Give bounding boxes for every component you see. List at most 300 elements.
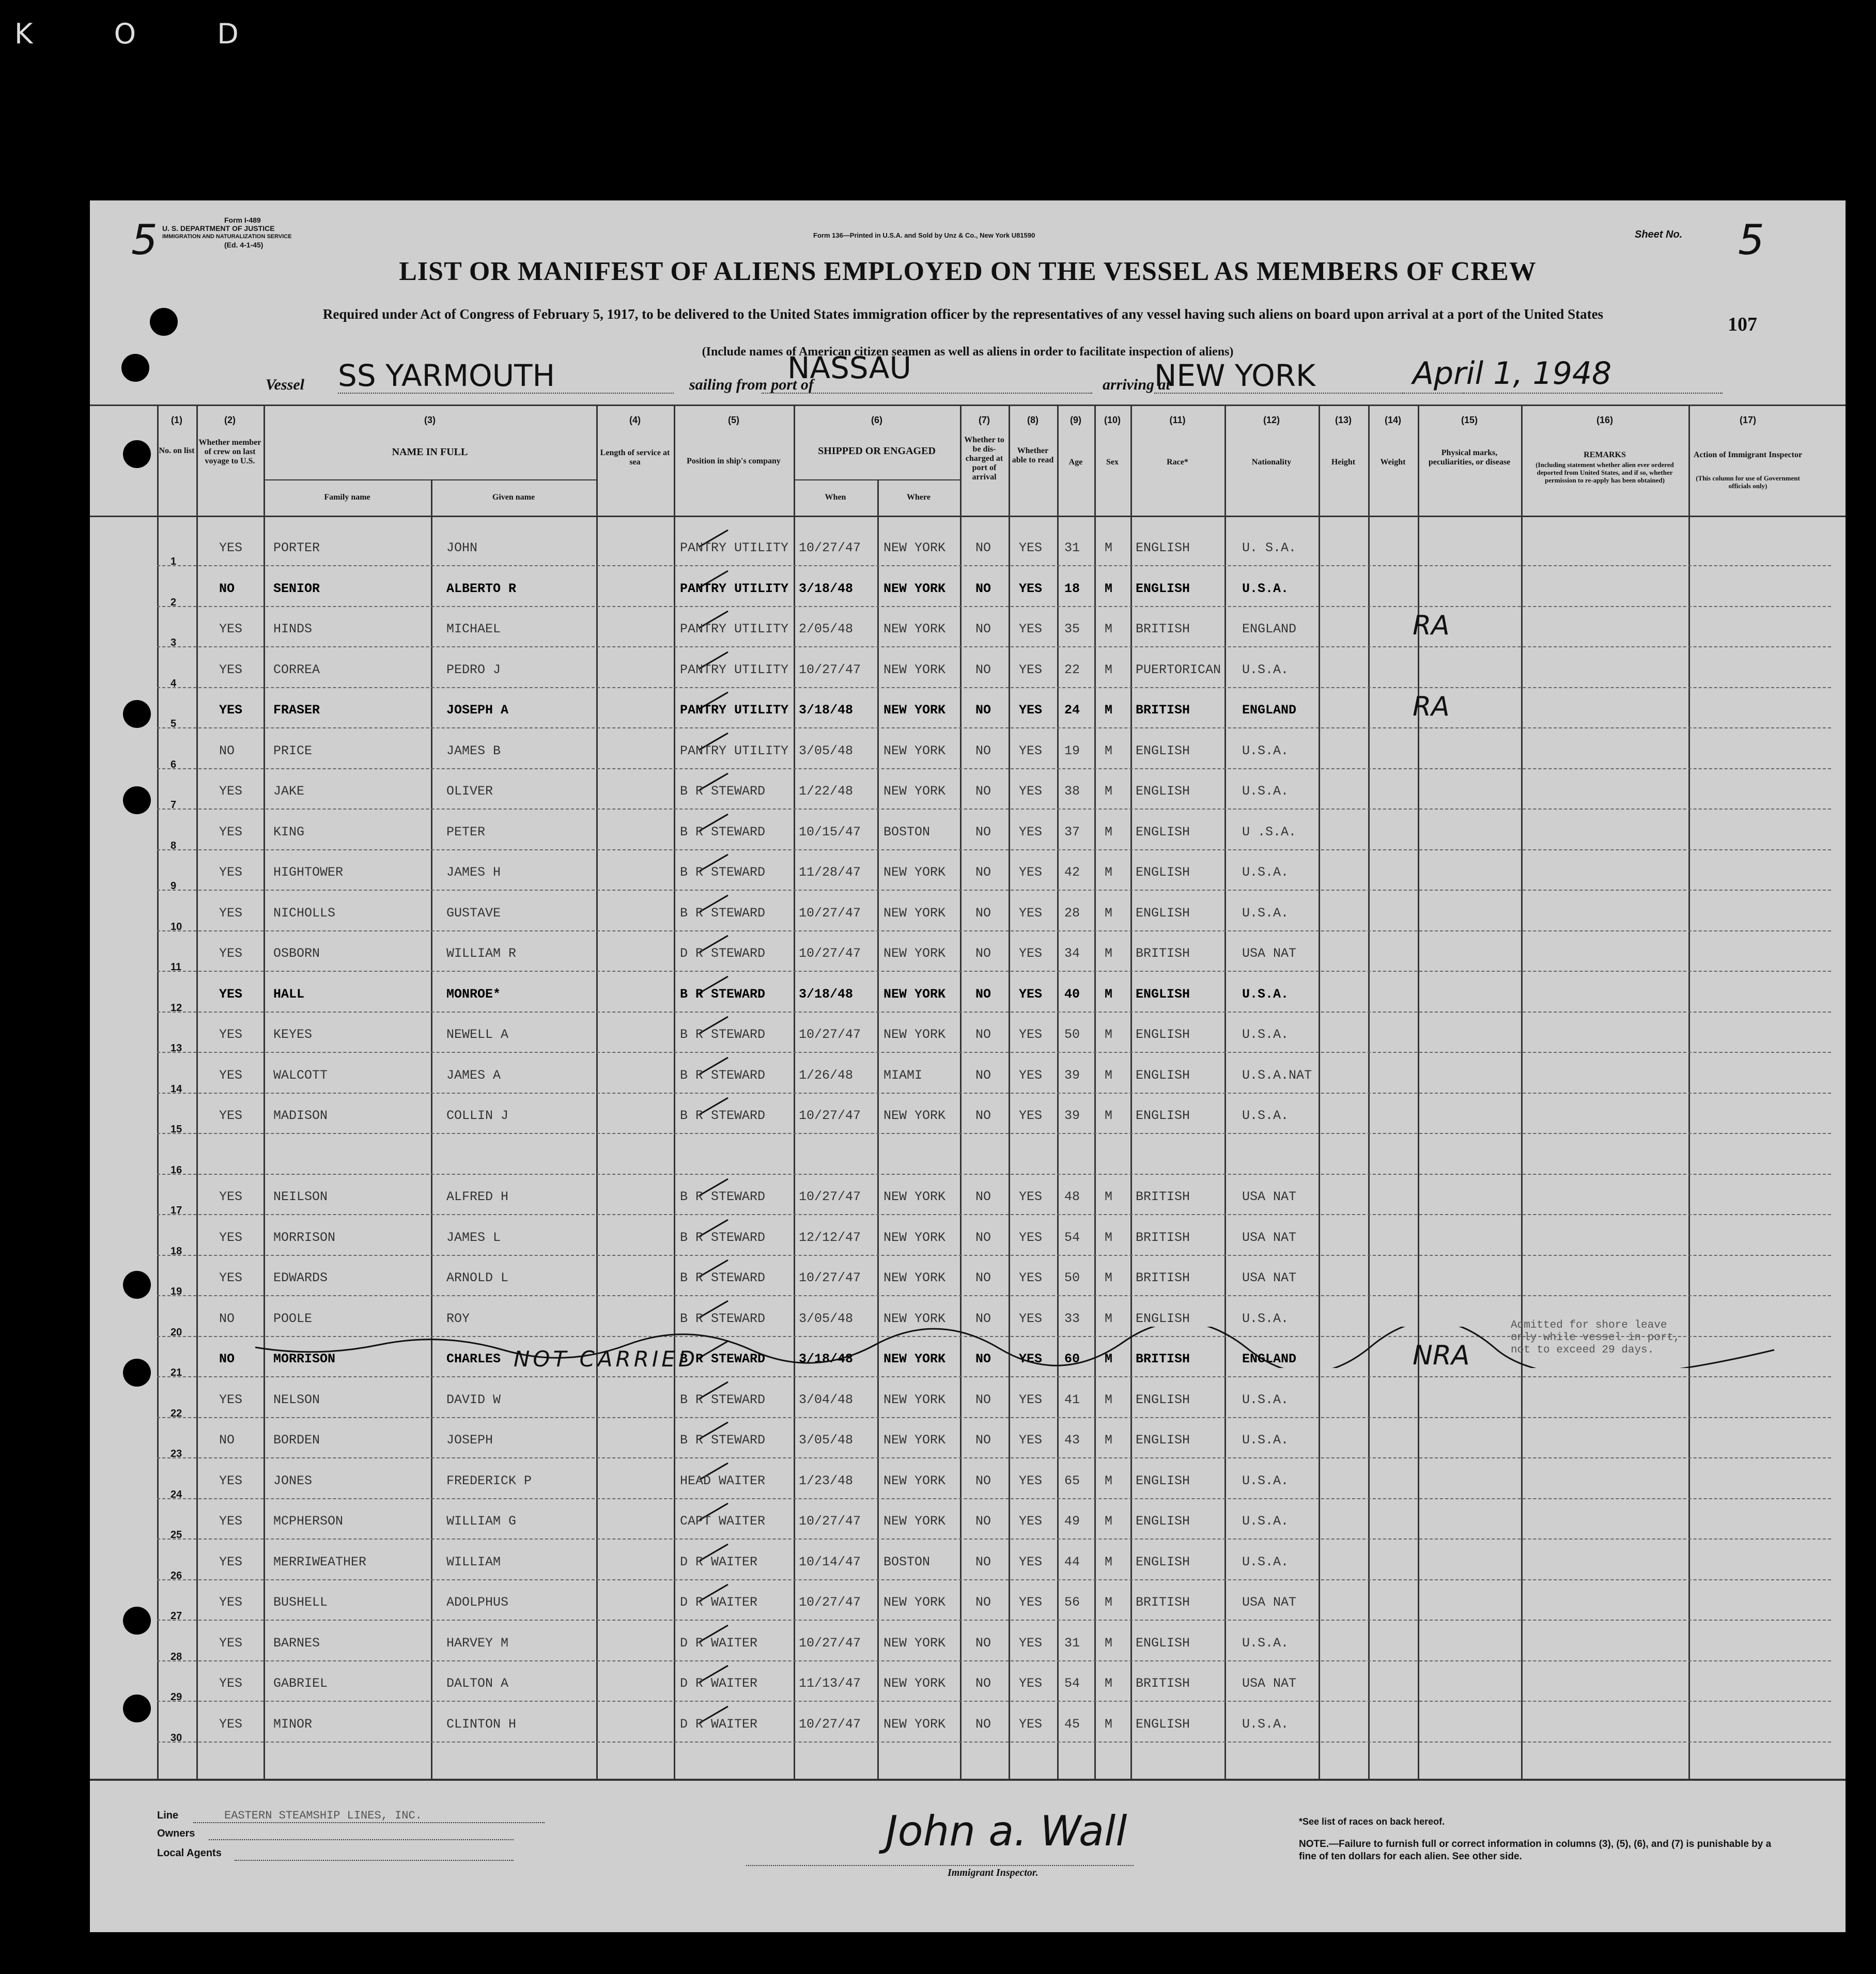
cell-race: ENGLISH xyxy=(1136,1027,1190,1042)
cell-crew: YES xyxy=(219,865,243,880)
inspector-label: Immigrant Inspector. xyxy=(948,1867,1038,1878)
cell-dis: NO xyxy=(975,1595,991,1610)
row-number: 25 xyxy=(170,1529,182,1541)
cell-family: HIGHTOWER xyxy=(273,865,344,880)
col-divider xyxy=(1319,405,1320,1779)
cell-read: YES xyxy=(1019,1230,1043,1245)
printer-line: Form 136—Printed in U.S.A. and Sold by Unz & Co., New York U81590 xyxy=(813,231,1035,239)
cell-when: 3/18/48 xyxy=(799,986,854,1002)
cell-given: JAMES L xyxy=(446,1230,501,1245)
cell-given: HARVEY M xyxy=(446,1635,509,1651)
edition: (Ed. 4-1-45) xyxy=(224,241,263,249)
cell-where: BOSTON xyxy=(883,1554,931,1569)
row-number: 10 xyxy=(170,921,182,932)
cell-race: ENGLISH xyxy=(1136,986,1190,1002)
cell-race: ENGLISH xyxy=(1136,1473,1190,1488)
cell-where: NEW YORK xyxy=(883,743,946,758)
col-divider xyxy=(674,405,675,1779)
row-rule xyxy=(157,768,1831,769)
cell-family: HINDS xyxy=(273,621,313,636)
cell-pos: B R STEWARD xyxy=(680,1270,766,1285)
required-statement: Required under Act of Congress of February 5, 1917, to be delivered to the United States immigration officer by the representatives of any vessel having such aliens on board upon arrival at a port of the United States xyxy=(322,306,1604,322)
col-head: Length of service at sea xyxy=(600,448,670,467)
cell-read: YES xyxy=(1019,1676,1043,1691)
cell-family: MORRISON xyxy=(273,1230,336,1245)
cell-race: ENGLISH xyxy=(1136,824,1190,840)
row-rule xyxy=(157,890,1831,891)
cell-given: JAMES A xyxy=(446,1067,501,1083)
cell-read: YES xyxy=(1019,1635,1043,1651)
cell-nat: U.S.A. xyxy=(1242,1716,1289,1732)
cell-dis: NO xyxy=(975,743,991,758)
col-divider xyxy=(1688,405,1690,1779)
row-number: 15 xyxy=(170,1124,182,1135)
cell-where: NEW YORK xyxy=(883,986,946,1002)
vessel-underline xyxy=(338,393,674,394)
cell-when: 10/27/47 xyxy=(799,1027,861,1042)
row-number: 14 xyxy=(170,1083,182,1095)
cell-where: NEW YORK xyxy=(883,1595,946,1610)
col-num: (16) xyxy=(1596,415,1613,425)
cell-nat: U .S.A. xyxy=(1242,824,1297,840)
cell-given: GUSTAVE xyxy=(446,905,501,921)
cell-crew: YES xyxy=(219,703,243,718)
row-rule xyxy=(157,1457,1831,1458)
cell-pos: D R WAITER xyxy=(680,1676,758,1691)
col-head: No. on list xyxy=(159,446,195,455)
cell-crew: YES xyxy=(219,784,243,799)
cell-sex: M xyxy=(1105,703,1113,718)
cell-sex: M xyxy=(1105,1392,1113,1407)
cell-dis: NO xyxy=(975,1351,991,1366)
col-num: (15) xyxy=(1461,415,1478,425)
cell-sex: M xyxy=(1105,986,1113,1002)
cell-age: 31 xyxy=(1064,1635,1080,1651)
col-divider xyxy=(794,405,795,1779)
cell-nat: U. S.A. xyxy=(1242,540,1297,555)
cell-race: ENGLISH xyxy=(1136,1311,1190,1326)
cell-where: MIAMI xyxy=(883,1067,923,1083)
cell-nat: U.S.A. xyxy=(1242,1108,1289,1123)
cell-crew: YES xyxy=(219,1067,243,1083)
col-num: (12) xyxy=(1263,415,1280,425)
row-number: 6 xyxy=(170,758,177,770)
cell-read: YES xyxy=(1019,824,1043,840)
cell-dis: NO xyxy=(975,905,991,921)
col-divider xyxy=(1057,405,1059,1779)
cell-dis: NO xyxy=(975,621,991,636)
row-number: 16 xyxy=(170,1164,182,1176)
cell-where: NEW YORK xyxy=(883,581,946,596)
cell-dis: NO xyxy=(975,1189,991,1204)
cell-where: NEW YORK xyxy=(883,946,946,961)
cell-read: YES xyxy=(1019,1351,1043,1366)
cell-nat: U.S.A. xyxy=(1242,865,1289,880)
cell-pos: B R STEWARD xyxy=(680,1067,766,1083)
vessel-name: SS YARMOUTH xyxy=(338,358,555,393)
cell-pos: D R WAITER xyxy=(680,1716,758,1732)
cell-when: 10/27/47 xyxy=(799,905,861,921)
row-number: 17 xyxy=(170,1205,182,1216)
cell-age: 39 xyxy=(1064,1108,1080,1123)
when-subhead: When xyxy=(825,493,846,502)
cell-crew: NO xyxy=(219,1351,235,1366)
cell-given: PEDRO J xyxy=(446,662,501,677)
cell-given: ADOLPHUS xyxy=(446,1595,509,1610)
row-number: 8 xyxy=(170,840,177,851)
cell-family: KEYES xyxy=(273,1027,313,1042)
cell-where: NEW YORK xyxy=(883,1311,946,1326)
col-divider xyxy=(196,405,198,1779)
cell-race: ENGLISH xyxy=(1136,905,1190,921)
cell-given: JOHN xyxy=(446,540,478,555)
cell-where: NEW YORK xyxy=(883,540,946,555)
cell-age: 41 xyxy=(1064,1392,1080,1407)
cell-dis: NO xyxy=(975,1554,991,1569)
cell-where: NEW YORK xyxy=(883,1270,946,1285)
cell-nat: USA NAT xyxy=(1242,1230,1297,1245)
cell-when: 10/27/47 xyxy=(799,946,861,961)
cell-nat: U.S.A. xyxy=(1242,1027,1289,1042)
cell-crew: YES xyxy=(219,1514,243,1529)
cell-family: MADISON xyxy=(273,1108,328,1123)
cell-sex: M xyxy=(1105,1027,1113,1042)
row-rule xyxy=(157,606,1831,607)
cell-family: JONES xyxy=(273,1473,313,1488)
cell-when: 11/28/47 xyxy=(799,865,861,880)
cell-given: ROY xyxy=(446,1311,470,1326)
corner-marks: K O D xyxy=(14,18,275,50)
cell-family: CORREA xyxy=(273,662,320,677)
row-rule xyxy=(157,971,1831,972)
punch-hole xyxy=(123,1271,151,1299)
inspector-signature: John a. Wall xyxy=(886,1807,1127,1855)
col-head: Nationality xyxy=(1251,458,1292,467)
cell-sex: M xyxy=(1105,1554,1113,1569)
remark-row-21: Admitted for shore leave only while vessel in port, not to exceed 29 days. xyxy=(1511,1319,1680,1356)
cell-dis: NO xyxy=(975,1716,991,1732)
cell-nat: U.S.A. xyxy=(1242,1311,1289,1326)
header-bottom xyxy=(90,516,1846,517)
port-underline xyxy=(762,393,1092,394)
cell-age: 35 xyxy=(1064,621,1080,636)
fine-note: NOTE.—Failure to furnish full or correct information in columns (3), (5), (6), and (7) is punishable by a fine of ten dollars for each alien. See other side. xyxy=(1299,1839,1772,1862)
col-num: (14) xyxy=(1384,415,1401,425)
row-number: 30 xyxy=(170,1732,182,1744)
cell-race: ENGLISH xyxy=(1136,784,1190,799)
table-bottom xyxy=(90,1779,1846,1781)
cell-pos: B R STEWARD xyxy=(680,1311,766,1326)
row-rule xyxy=(157,1214,1831,1215)
inspector-mark: NRA xyxy=(1413,1340,1470,1371)
cell-family: SENIOR xyxy=(273,581,320,596)
cell-family: EDWARDS xyxy=(273,1270,328,1285)
cell-read: YES xyxy=(1019,865,1043,880)
punch-hole xyxy=(123,1695,151,1722)
cell-age: 65 xyxy=(1064,1473,1080,1488)
cell-age: 24 xyxy=(1064,703,1080,718)
cell-sex: M xyxy=(1105,1676,1113,1691)
cell-sex: M xyxy=(1105,1230,1113,1245)
cell-nat: U.S.A. xyxy=(1242,1514,1289,1529)
vessel-label: Vessel xyxy=(266,376,304,393)
col-divider xyxy=(596,405,598,1779)
cell-sex: M xyxy=(1105,743,1113,758)
row-number: 7 xyxy=(170,799,177,811)
cell-sex: M xyxy=(1105,1311,1113,1326)
cell-pos: HEAD WAITER xyxy=(680,1473,766,1488)
cell-race: BRITISH xyxy=(1136,1595,1190,1610)
col-num: (2) xyxy=(224,415,236,425)
cell-given: PETER xyxy=(446,824,486,840)
cell-where: NEW YORK xyxy=(883,1676,946,1691)
cell-pos: PANTRY UTILITY xyxy=(680,662,789,677)
row-rule xyxy=(157,1052,1831,1053)
col-num: (4) xyxy=(629,415,641,425)
cell-given: CHARLES xyxy=(446,1351,501,1366)
family-subhead: Family name xyxy=(324,493,370,502)
cell-read: YES xyxy=(1019,621,1043,636)
row-number: 2 xyxy=(170,596,177,608)
col-num: (6) xyxy=(871,415,882,425)
row-rule xyxy=(157,1093,1831,1094)
cell-dis: NO xyxy=(975,1270,991,1285)
cell-pos: PANTRY UTILITY xyxy=(680,621,789,636)
row-number: 9 xyxy=(170,880,177,892)
cell-family: HALL xyxy=(273,986,305,1002)
cell-age: 40 xyxy=(1064,986,1080,1002)
col-num: (11) xyxy=(1169,415,1186,425)
col-num: (17) xyxy=(1739,415,1756,425)
cell-crew: YES xyxy=(219,662,243,677)
col-head: Action of Immigrant Inspector xyxy=(1693,450,1803,459)
row-number: 3 xyxy=(170,637,177,648)
row-number: 11 xyxy=(170,961,182,973)
cell-pos: B R STEWARD xyxy=(680,865,766,880)
cell-age: 37 xyxy=(1064,824,1080,840)
col-divider xyxy=(1521,405,1523,1779)
cell-pos: B R STEWARD xyxy=(680,1351,766,1366)
cell-where: NEW YORK xyxy=(883,1635,946,1651)
cell-age: 44 xyxy=(1064,1554,1080,1569)
cell-given: OLIVER xyxy=(446,784,493,799)
cell-pos: D R WAITER xyxy=(680,1635,758,1651)
cell-family: KING xyxy=(273,824,305,840)
cell-nat: USA NAT xyxy=(1242,1595,1297,1610)
inspector-note: (This column for use of Government officials only) xyxy=(1696,474,1800,490)
cell-when: 3/18/48 xyxy=(799,703,854,718)
cell-where: NEW YORK xyxy=(883,703,946,718)
row-rule xyxy=(157,687,1831,688)
col-divider xyxy=(960,405,962,1779)
cell-age: 54 xyxy=(1064,1230,1080,1245)
cell-read: YES xyxy=(1019,1108,1043,1123)
cell-where: NEW YORK xyxy=(883,865,946,880)
cell-race: ENGLISH xyxy=(1136,1108,1190,1123)
col-divider xyxy=(157,405,159,1779)
cell-when: 1/23/48 xyxy=(799,1473,854,1488)
form-info xyxy=(162,216,369,249)
cell-pos: B R STEWARD xyxy=(680,1108,766,1123)
cell-race: BRITISH xyxy=(1136,1270,1190,1285)
cell-read: YES xyxy=(1019,784,1043,799)
cell-race: ENGLISH xyxy=(1136,743,1190,758)
cell-when: 11/13/47 xyxy=(799,1676,861,1691)
cell-family: WALCOTT xyxy=(273,1067,328,1083)
cell-family: MCPHERSON xyxy=(273,1514,344,1529)
row-number: 13 xyxy=(170,1043,182,1054)
cell-nat: U.S.A.NAT xyxy=(1242,1067,1312,1083)
cell-where: NEW YORK xyxy=(883,1189,946,1204)
cell-given: ALBERTO R xyxy=(446,581,517,596)
row-number: 5 xyxy=(170,718,177,729)
cell-read: YES xyxy=(1019,1716,1043,1732)
cell-sex: M xyxy=(1105,662,1113,677)
cell-family: JAKE xyxy=(273,784,305,799)
cell-pos: B R STEWARD xyxy=(680,824,766,840)
cell-race: BRITISH xyxy=(1136,703,1190,718)
row-rule xyxy=(157,727,1831,728)
sailing-port: NASSAU xyxy=(787,350,911,385)
cell-nat: U.S.A. xyxy=(1242,662,1289,677)
corner-number: 5 xyxy=(131,216,158,264)
cell-when: 3/18/48 xyxy=(799,1351,854,1366)
cell-sex: M xyxy=(1105,1270,1113,1285)
cell-read: YES xyxy=(1019,703,1043,718)
row-rule xyxy=(157,1174,1831,1175)
cell-nat: U.S.A. xyxy=(1242,581,1289,596)
cell-when: 3/05/48 xyxy=(799,1433,854,1448)
cell-crew: YES xyxy=(219,1635,243,1651)
cell-race: ENGLISH xyxy=(1136,865,1190,880)
cell-family: BORDEN xyxy=(273,1433,320,1448)
inspector-mark: RA xyxy=(1413,691,1450,722)
cell-where: NEW YORK xyxy=(883,1027,946,1042)
agents-label: Local Agents xyxy=(157,1847,222,1859)
cell-sex: M xyxy=(1105,1473,1113,1488)
cell-nat: U.S.A. xyxy=(1242,1473,1289,1488)
cell-sex: M xyxy=(1105,784,1113,799)
arrival-date: April 1, 1948 xyxy=(1413,355,1612,392)
row-number: 27 xyxy=(170,1610,182,1622)
cell-where: NEW YORK xyxy=(883,1351,946,1366)
row-rule xyxy=(157,1498,1831,1499)
cell-sex: M xyxy=(1105,1716,1113,1732)
cell-family: OSBORN xyxy=(273,946,320,961)
cell-read: YES xyxy=(1019,1067,1043,1083)
cell-nat: U.S.A. xyxy=(1242,1433,1289,1448)
col-head: Race* xyxy=(1167,458,1188,467)
cell-race: ENGLISH xyxy=(1136,581,1190,596)
cell-race: BRITISH xyxy=(1136,1351,1190,1366)
cell-nat: USA NAT xyxy=(1242,1270,1297,1285)
cell-given: CLINTON H xyxy=(446,1716,517,1732)
cell-nat: U.S.A. xyxy=(1242,743,1289,758)
cell-sex: M xyxy=(1105,1595,1113,1610)
cell-given: ALFRED H xyxy=(446,1189,509,1204)
cell-race: ENGLISH xyxy=(1136,1392,1190,1407)
row-rule xyxy=(157,565,1831,566)
row-rule xyxy=(157,1620,1831,1621)
cell-dis: NO xyxy=(975,824,991,840)
cell-nat: USA NAT xyxy=(1242,1189,1297,1204)
cell-pos: B R STEWARD xyxy=(680,986,766,1002)
cell-read: YES xyxy=(1019,986,1043,1002)
cell-age: 48 xyxy=(1064,1189,1080,1204)
form-id: Form I-489 xyxy=(224,216,261,224)
cell-pos: B R STEWARD xyxy=(680,905,766,921)
cell-family: FRASER xyxy=(273,703,320,718)
cell-crew: NO xyxy=(219,581,235,596)
sheet-label: Sheet No. xyxy=(1635,229,1683,240)
cell-pos: PANTRY UTILITY xyxy=(680,743,789,758)
cell-given: WILLIAM G xyxy=(446,1514,517,1529)
cell-dis: NO xyxy=(975,1635,991,1651)
cell-when: 10/27/47 xyxy=(799,1189,861,1204)
punch-hole xyxy=(123,700,151,728)
cell-age: 28 xyxy=(1064,905,1080,921)
cell-crew: YES xyxy=(219,905,243,921)
owners-underline xyxy=(209,1839,514,1840)
cell-dis: NO xyxy=(975,703,991,718)
cell-dis: NO xyxy=(975,662,991,677)
cell-age: 19 xyxy=(1064,743,1080,758)
col-head: Age xyxy=(1068,458,1083,467)
col-divider xyxy=(1368,405,1370,1779)
cell-dis: NO xyxy=(975,1473,991,1488)
sailing-label: sailing from port of xyxy=(689,376,814,393)
cell-family: POOLE xyxy=(273,1311,313,1326)
department: U. S. DEPARTMENT OF JUSTICE xyxy=(162,224,275,232)
cell-family: MERRIWEATHER xyxy=(273,1554,367,1569)
cell-dis: NO xyxy=(975,1433,991,1448)
cell-read: YES xyxy=(1019,1311,1043,1326)
cell-read: YES xyxy=(1019,946,1043,961)
cell-pos: B R STEWARD xyxy=(680,1392,766,1407)
cell-pos: B R STEWARD xyxy=(680,1230,766,1245)
cell-read: YES xyxy=(1019,662,1043,677)
cell-sex: M xyxy=(1105,865,1113,880)
row-number: 26 xyxy=(170,1569,182,1581)
cell-where: NEW YORK xyxy=(883,1473,946,1488)
cell-age: 50 xyxy=(1064,1270,1080,1285)
cell-race: ENGLISH xyxy=(1136,1635,1190,1651)
cell-age: 50 xyxy=(1064,1027,1080,1042)
col-head: Position in ship's company xyxy=(687,457,781,465)
cell-where: NEW YORK xyxy=(883,784,946,799)
punch-hole xyxy=(150,308,178,336)
cell-crew: YES xyxy=(219,621,243,636)
cell-age: 56 xyxy=(1064,1595,1080,1610)
col-head: Sex xyxy=(1106,458,1119,467)
col-divider xyxy=(1094,405,1096,1779)
cell-family: MINOR xyxy=(273,1716,313,1732)
row-rule xyxy=(157,930,1831,931)
col-num: (7) xyxy=(979,415,990,425)
col-num: (10) xyxy=(1104,415,1121,425)
cell-pos: PANTRY UTILITY xyxy=(680,540,789,555)
cell-sex: M xyxy=(1105,621,1113,636)
cell-given: WILLIAM R xyxy=(446,946,517,961)
cell-when: 10/15/47 xyxy=(799,824,861,840)
row-rule xyxy=(157,1701,1831,1702)
cell-age: 39 xyxy=(1064,1067,1080,1083)
cell-family: PRICE xyxy=(273,743,313,758)
cell-nat: U.S.A. xyxy=(1242,986,1289,1002)
col-num: (8) xyxy=(1027,415,1038,425)
cell-sex: M xyxy=(1105,1351,1113,1366)
cell-read: YES xyxy=(1019,1392,1043,1407)
